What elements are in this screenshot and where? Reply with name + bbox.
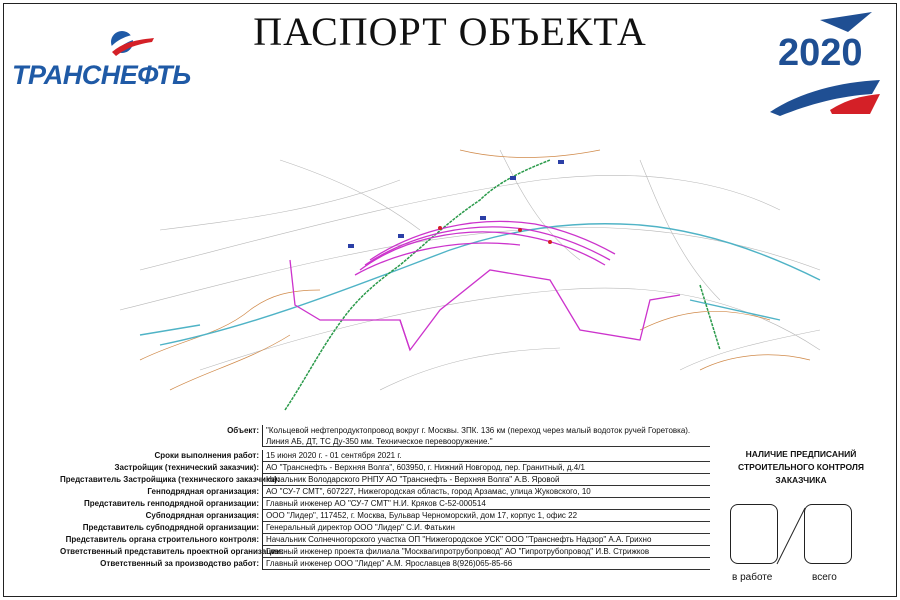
info-row-general-contractor: [60, 486, 710, 498]
info-value: Главный инженер ООО "Лидер" А.М. Ярославцев 8(926)065-85-66: [262, 558, 710, 570]
info-row-dates: [60, 450, 710, 462]
map-pipeline-cyan: [140, 224, 820, 345]
object-info-table: [60, 425, 710, 570]
info-label: Сроки выполнения работ:: [154, 451, 259, 460]
map-route-magenta: [290, 221, 680, 350]
info-label: Представитель субподрядной организации:: [82, 523, 259, 532]
control-heading-line3: ЗАКАЗЧИКА: [775, 475, 827, 485]
info-label: Ответственный за производство работ:: [100, 559, 259, 568]
info-row-subcontractor-rep: [60, 522, 710, 534]
info-value: АО "СУ-7 СМТ", 607227, Нижегородская область, город Арзамас, улица Жуковского, 10: [262, 486, 710, 498]
info-row-subcontractor: [60, 510, 710, 522]
info-value: ООО "Лидер", 117452, г. Москва, Бульвар Черноморский, дом 17, корпус 1, офис 22: [262, 510, 710, 522]
site-plan-map: [80, 120, 840, 420]
year-text: 2020: [778, 32, 863, 74]
total-count-box: [804, 504, 852, 564]
control-heading-line1: НАЛИЧИЕ ПРЕДПИСАНИЙ: [745, 449, 857, 459]
info-value: АО "Транснефть - Верхняя Волга", 603950, г. Нижний Новгород, пер. Гранитный, д.4/1: [262, 462, 710, 474]
page-title: ПАСПОРТ ОБЪЕКТА: [253, 9, 647, 54]
logo-emblem-icon: [102, 22, 162, 62]
info-label: Представитель Застройщика (технического заказчика):: [60, 475, 280, 484]
map-relief-lines: [140, 150, 810, 390]
info-row-developer-rep: [60, 474, 710, 486]
info-label: Представитель органа строительного контроля:: [65, 535, 259, 544]
info-label: Представитель генподрядной организации:: [83, 499, 259, 508]
info-label: Субподрядная организация:: [145, 511, 259, 520]
info-value: Главный инженер проекта филиала "Москвагипротрубопровод" АО "Гипротрубопровод" И.В. Стрижков: [262, 546, 710, 558]
in-work-label: в работе: [732, 572, 773, 583]
logo-wordmark: ТРАНСНЕФТЬ: [12, 60, 191, 90]
map-background-streets: [120, 150, 820, 390]
info-row-construction-control: [60, 534, 710, 546]
info-row-object: [60, 425, 710, 447]
map-stream-green: [285, 160, 720, 410]
info-row-general-contractor-rep: [60, 498, 710, 510]
total-label: всего: [812, 572, 837, 583]
control-heading-line2: СТРОИТЕЛЬНОГО КОНТРОЛЯ: [738, 462, 864, 472]
info-label: Ответственный представитель проектной организации:: [60, 547, 284, 556]
transneft-logo: [10, 22, 230, 92]
info-label: Объект:: [227, 426, 259, 435]
construction-control-panel: [716, 448, 886, 583]
year-2020-logo: [760, 10, 890, 120]
info-value: Главный инженер АО "СУ-7 СМТ" Н.И. Кряков С-52-000514: [262, 498, 710, 510]
info-row-developer: [60, 462, 710, 474]
info-row-works-responsible: [60, 558, 710, 570]
info-value: Начальник Володарского РНПУ АО "Транснефть - Верхняя Волга" А.В. Яровой: [262, 474, 710, 486]
info-value: 15 июня 2020 г. - 01 сентября 2021 г.: [262, 450, 710, 462]
info-value: Генеральный директор ООО "Лидер" С.И. Фатькин: [262, 522, 710, 534]
info-value: "Кольцевой нефтепродуктопровод вокруг г. Москвы. ЗПК. 136 км (переход через малый водоток ручей Горетовка). Линия АБ, ДТ, ТС Ду-350 мм. Техническое перевооружение.": [262, 425, 710, 447]
info-value: Начальник Солнечногорского участка ОП "Нижегородское УСК" ООО "Транснефть Надзор" А.А. Грихно: [262, 534, 710, 546]
info-label: Генподрядная организация:: [147, 487, 259, 496]
control-heading: [716, 448, 886, 487]
info-row-design-org: [60, 546, 710, 558]
info-label: Застройщик (технический заказчик):: [114, 463, 259, 472]
